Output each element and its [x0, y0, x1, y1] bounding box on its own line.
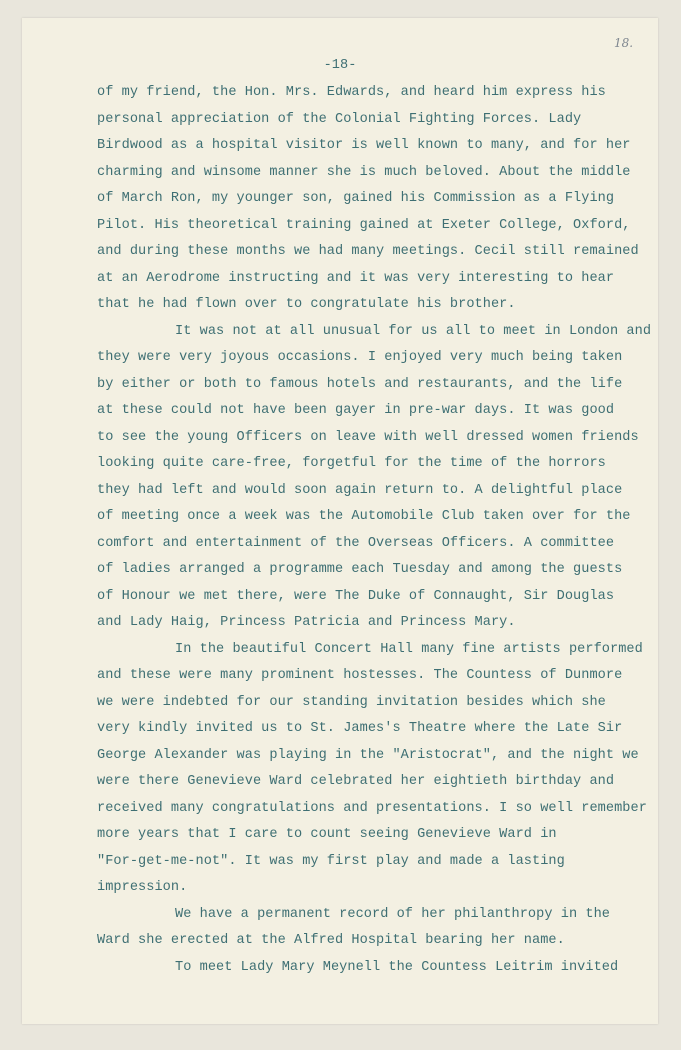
paragraph-first-line: It was not at all unusual for us all to meet in London and [175, 323, 652, 339]
text-line: by either or both to famous hotels and restaurants, and the life [97, 376, 623, 392]
text-line: comfort and entertainment of the Overseas Officers. A committee [97, 535, 615, 551]
typed-body-text [97, 80, 652, 981]
page-number: -18- [323, 58, 357, 73]
text-line: and during these months we had many meetings. Cecil still remained [97, 244, 639, 259]
text-line: personal appreciation of the Colonial Fighting Forces. Lady [97, 111, 582, 127]
text-line: at these could not have been gayer in pre-war days. It was good [97, 403, 615, 418]
text-line: and Lady Haig, Princess Patricia and Princess Mary. [97, 615, 516, 630]
text-line: that he had flown over to congratulate his brother. [97, 297, 516, 312]
text-line: of Honour we met there, were The Duke of Connaught, Sir Douglas [97, 588, 615, 604]
text-line: of meeting once a week was the Automobile Club taken over for the [97, 509, 631, 524]
text-line: were there Genevieve Ward celebrated her eightieth birthday and [97, 774, 615, 789]
text-line: Birdwood as a hospital visitor is well known to many, and for her [97, 138, 631, 153]
text-line: charming and winsome manner she is much beloved. About the middle [97, 164, 631, 180]
text-line: of my friend, the Hon. Mrs. Edwards, and heard him express his [97, 85, 606, 100]
text-line: very kindly invited us to St. James's Theatre where the Late Sir [97, 721, 623, 736]
text-line: of ladies arranged a programme each Tuesday and among the guests [97, 562, 623, 577]
text-line: Pilot. His theoretical training gained at Exeter College, Oxford, [97, 217, 631, 233]
paragraph-first-line: In the beautiful Concert Hall many fine artists performed [175, 641, 643, 657]
text-line: more years that I care to count seeing Genevieve Ward in [97, 827, 557, 842]
text-line: they had left and would soon again return to. A delightful place [97, 482, 623, 498]
document-page [22, 18, 658, 1024]
text-line: they were very joyous occasions. I enjoyed very much being taken [97, 350, 623, 365]
handwritten-folio-number: 18. [614, 36, 634, 50]
paragraph-first-line: To meet Lady Mary Meynell the Countess Leitrim invited [175, 959, 619, 975]
paragraph-first-line: We have a permanent record of her philanthropy in the [175, 906, 611, 922]
text-line: received many congratulations and presentations. I so well remember [97, 800, 647, 816]
text-line: to see the young Officers on leave with well dressed women friends [97, 429, 639, 445]
text-line: and these were many prominent hostesses. The Countess of Dunmore [97, 668, 623, 683]
text-line: of March Ron, my younger son, gained his Commission as a Flying [97, 191, 615, 206]
text-line: we were indebted for our standing invitation besides which she [97, 694, 606, 710]
text-line: at an Aerodrome instructing and it was very interesting to hear [97, 270, 615, 286]
text-line: George Alexander was playing in the "Aristocrat", and the night we [97, 747, 639, 763]
text-line: Ward she erected at the Alfred Hospital bearing her name. [97, 933, 565, 948]
text-line: looking quite care-free, forgetful for the time of the horrors [97, 456, 606, 471]
text-line: impression. [97, 880, 188, 895]
text-line: "For-get-me-not". It was my first play and made a lasting [97, 853, 565, 869]
